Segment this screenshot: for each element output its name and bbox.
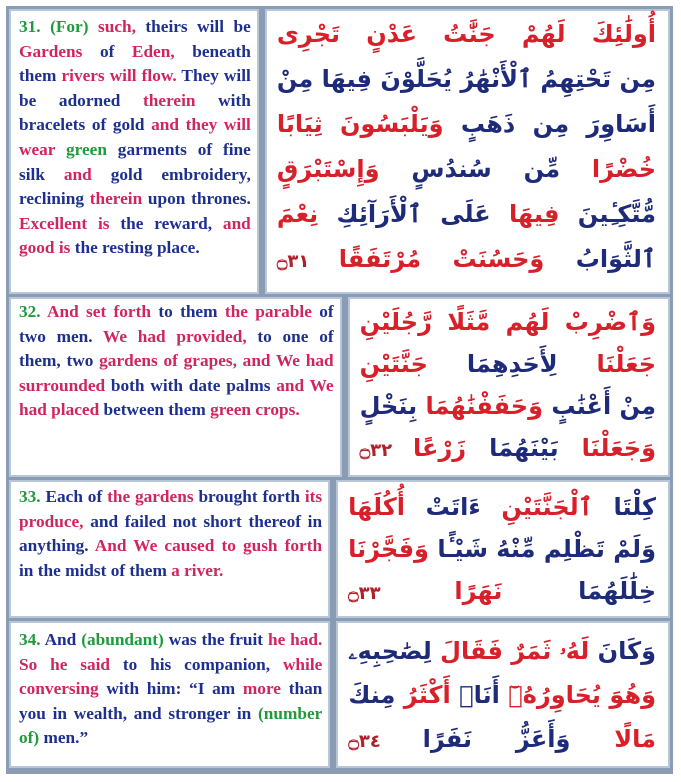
arabic-segment: وَحَفَفْنَٰهُمَا	[417, 392, 543, 420]
arabic-segment: وَلَمْ تَظْلِم مِّنْهُ شَيْـًٔا	[428, 535, 656, 563]
arabic-text	[336, 480, 670, 618]
translation-segment: beneath them	[19, 41, 251, 86]
translation-segment: and failed not short thereof in anything.	[19, 511, 323, 556]
arabic-segment: أَسَاوِرَ مِن ذَهَبٍ	[443, 110, 656, 138]
arabic-segment: فَقَالَ	[431, 637, 503, 665]
translation-segment: men.”	[43, 728, 89, 748]
arabic-segment: ٱلثَّوَابُ	[544, 245, 656, 273]
translation-segment: the resting place.	[74, 238, 200, 258]
arabic-segment: وَفَجَّرْنَا	[348, 535, 429, 563]
translation-segment: green	[66, 139, 118, 159]
arabic-segment: مُّتَّكِـِٔينَ	[559, 200, 656, 228]
translation-segment: brought forth	[198, 487, 305, 506]
translation-segment: (For)	[50, 17, 98, 36]
translation-segment: upon thrones.	[147, 189, 251, 209]
translation-segment: and We had placed	[19, 375, 334, 420]
translation-segment: of two men.	[19, 302, 334, 346]
translation-segment: both	[110, 375, 151, 395]
arabic-text	[348, 297, 670, 477]
translation-segment: Excellent is	[19, 213, 121, 233]
arabic-segment: وَكَانَ	[589, 637, 656, 665]
translation-segment: gold embroidery, reclining	[19, 164, 251, 209]
arabic-segment: أَكْثَرُ	[395, 681, 451, 709]
arabic-line	[277, 12, 656, 57]
ayah-end-marker: ۝٣١	[276, 251, 339, 272]
arabic-segment: جَعَلْنَا	[557, 350, 656, 378]
translation-segment: They will be adorned	[19, 66, 251, 110]
arabic-segment: أَنَا۠	[450, 681, 500, 709]
ayah-end-marker: ۝٣٣	[348, 583, 455, 604]
verse-row-32	[9, 297, 670, 477]
ayah-end-marker: ۝٣٢	[359, 440, 414, 461]
arabic-segment: وَٱضْرِبْ لَهُم مَّثَلًا رَّجُلَيْنِ	[359, 308, 656, 336]
arabic-segment: ٱلْجَنَّتَيْنِ	[480, 493, 593, 521]
verse-row-33	[9, 480, 670, 618]
translation-segment: green crops.	[210, 400, 300, 420]
translation-segment: of	[99, 41, 132, 61]
translation-segment: Gardens	[19, 41, 100, 61]
translation-segment: and good is	[19, 213, 251, 258]
arabic-line	[277, 147, 656, 192]
arabic-line	[348, 673, 656, 717]
translation-segment: the gardens	[107, 487, 199, 506]
arabic-segment: أُكُلَهَا	[348, 493, 405, 521]
arabic-line	[348, 528, 656, 570]
arabic-segment: خِلَٰلَهُمَا	[502, 577, 656, 605]
arabic-segment: لِصَٰحِبِهِۦ	[348, 637, 432, 665]
arabic-line	[277, 57, 656, 102]
arabic-segment: وَإِسْتَبْرَقٍ	[276, 155, 380, 183]
arabic-segment: وَجَعَلْنَا	[558, 434, 656, 462]
arabic-text	[265, 9, 670, 294]
arabic-segment: وَهُوَ يُحَاوِرُهُۥٓ	[499, 681, 656, 709]
arabic-segment: ءَاتَتْ	[404, 493, 481, 521]
arabic-segment: لِأَحَدِهِمَا	[427, 350, 558, 378]
translation-segment: And We caused to gush forth	[94, 536, 323, 556]
arabic-segment: مِنْ أَعْنَٰبٍ	[543, 392, 656, 420]
translation-segment: And	[44, 630, 82, 649]
translation-segment: theirs will be	[145, 17, 251, 36]
arabic-line	[360, 343, 656, 385]
translation-segment: a river.	[171, 560, 224, 580]
translation-segment: And set forth	[47, 302, 159, 321]
translation-segment: Each of	[45, 487, 108, 506]
translation-segment: with bracelets of gold	[19, 90, 251, 135]
arabic-line	[348, 570, 656, 615]
english-translation	[9, 480, 330, 618]
translation-segment: between them	[103, 400, 211, 420]
translation-segment: (number of)	[19, 703, 323, 748]
arabic-segment: وَأَعَزُّ نَفَرًا	[422, 725, 571, 753]
arabic-segment: مِّن سُندُسٍ	[379, 155, 561, 183]
arabic-segment: جَنَّتَيْنِ	[359, 350, 428, 378]
verse-row-31	[9, 9, 670, 294]
arabic-segment: مِن تَحْتِهِمُ ٱلْأَنْهَٰرُ يُحَلَّوْنَ فِيهَا مِنْ	[276, 65, 656, 93]
arabic-line	[348, 717, 656, 764]
translation-segment: and they will wear	[19, 115, 251, 159]
translation-segment: with date palms	[150, 375, 277, 395]
arabic-line	[277, 192, 656, 237]
translation-segment: in the midst of them	[19, 560, 172, 580]
arabic-segment: بَيْنَهُمَا	[466, 434, 559, 462]
translation-segment: to one of them, two	[19, 326, 334, 371]
translation-segment: its produce,	[19, 487, 323, 531]
arabic-line	[277, 237, 656, 284]
translation-segment: therein	[89, 189, 148, 209]
translation-segment: and	[63, 164, 111, 184]
translation-segment: the reward,	[120, 213, 223, 233]
arabic-segment: فِيهَا	[490, 200, 560, 228]
arabic-segment: لَهُۥ ثَمَرٌ	[502, 637, 590, 665]
translation-segment: to his companion,	[122, 654, 283, 674]
translation-segment: was the fruit	[168, 630, 268, 649]
translation-segment: (abundant)	[81, 630, 169, 649]
verse-number: 32.	[19, 302, 47, 321]
arabic-segment: بِنَخْلٍ	[359, 392, 418, 420]
arabic-segment: وَيَلْبَسُونَ ثِيَابًا	[276, 110, 444, 138]
arabic-segment: كِلْتَا	[592, 493, 657, 521]
translation-segment: to them	[158, 302, 225, 321]
verse-number: 31.	[19, 17, 51, 36]
arabic-text	[336, 621, 670, 768]
english-translation	[9, 621, 330, 768]
ayah-end-marker: ۝٣٤	[348, 731, 423, 752]
arabic-segment: نِعْمَ	[276, 200, 319, 228]
translation-segment: more	[242, 679, 289, 699]
translation-segment: while conversing	[19, 654, 323, 699]
translation-segment: therein	[143, 90, 219, 110]
translation-segment: gardens of grapes, and We had surrounded	[19, 351, 334, 395]
translation-segment: garments of fine silk	[19, 139, 251, 184]
arabic-segment: مِنكَ	[348, 681, 396, 709]
arabic-segment: وَحَسُنَتْ مُرْتَفَقًا	[338, 245, 545, 273]
verse-row-34	[9, 621, 670, 768]
translation-segment: such,	[97, 17, 146, 36]
arabic-segment: نَهَرًا	[454, 577, 503, 605]
translation-segment: with him: “I am	[106, 679, 243, 699]
arabic-segment: خُضْرًا	[560, 155, 656, 183]
translation-segment: the parable	[224, 302, 320, 321]
arabic-line	[348, 629, 656, 673]
arabic-line	[360, 427, 656, 472]
verse-number: 33.	[19, 487, 46, 506]
translation-segment: rivers will flow.	[61, 66, 182, 86]
translation-segment: We had provided,	[103, 326, 258, 346]
arabic-segment: زَرْعًا	[413, 434, 467, 462]
arabic-segment: أُولَٰئِكَ لَهُمْ جَنَّٰتُ عَدْنٍ تَجْرِى	[276, 20, 656, 48]
verse-number: 34.	[19, 630, 45, 649]
arabic-line	[360, 385, 656, 427]
verse-table	[6, 6, 673, 774]
arabic-line	[277, 102, 656, 147]
arabic-line	[348, 486, 656, 528]
translation-segment: than you in wealth, and stronger in	[19, 679, 323, 723]
arabic-segment: عَلَى ٱلْأَرَآئِكِ	[318, 200, 491, 228]
translation-segment: Eden,	[131, 41, 193, 61]
translation-segment: he had.	[267, 630, 323, 649]
english-translation	[9, 9, 259, 294]
arabic-line	[360, 301, 656, 343]
translation-segment: So he said	[19, 654, 123, 674]
english-translation	[9, 297, 342, 477]
arabic-segment: مَالًا	[570, 725, 656, 753]
